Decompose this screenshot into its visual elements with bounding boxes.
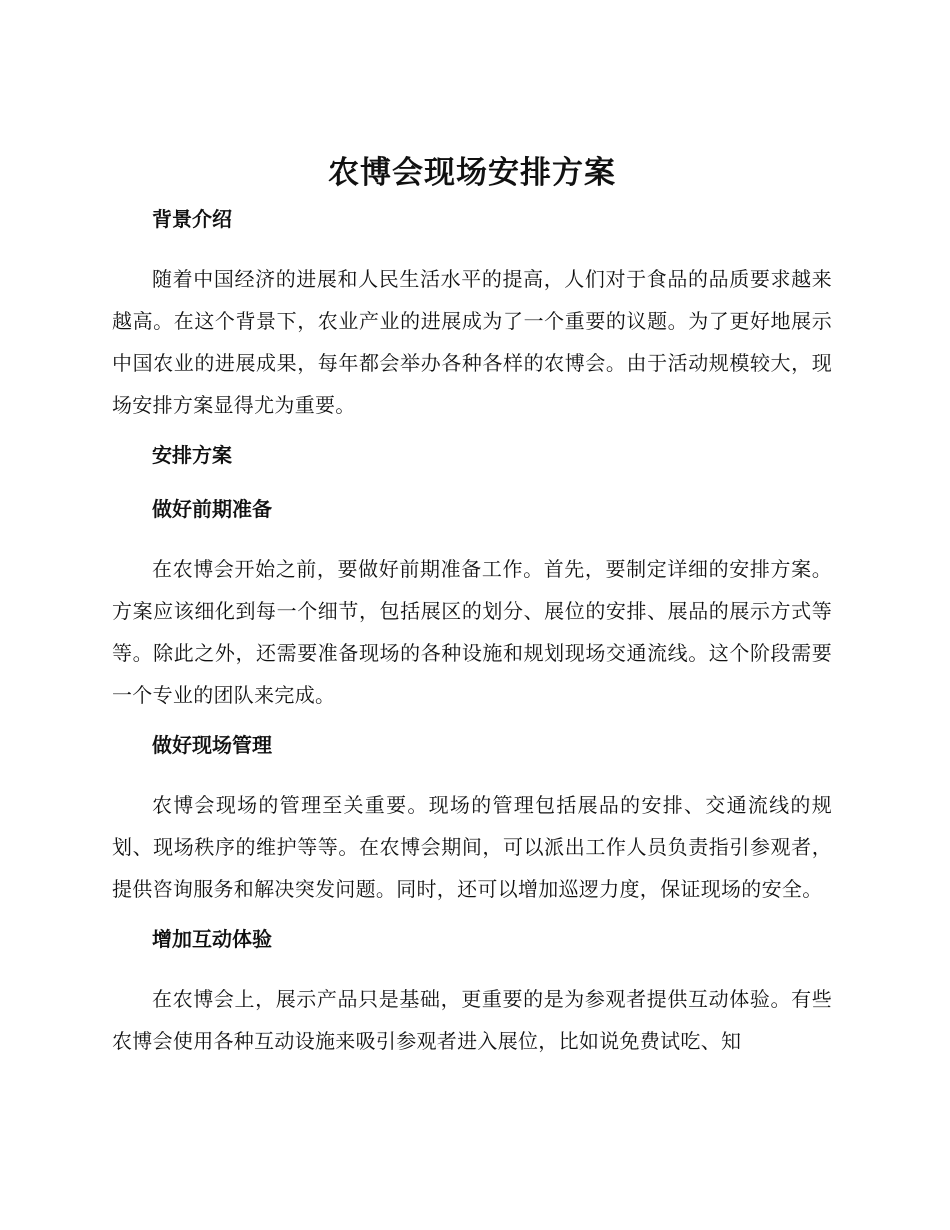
document-body [112,150,832,1076]
section-heading-onsite-management: 做好现场管理 [152,733,272,757]
section-heading-background: 背景介绍 [152,207,232,231]
document-title: 农博会现场安排方案 [328,155,616,191]
paragraph-interaction: 在农博会上，展示产品只是基础，更重要的是为参观者提供互动体验。有些农博会使用各种互动设施来吸引参观者进入展位，比如说免费试吃、知 [112,987,832,1053]
paragraph-onsite-management: 农博会现场的管理至关重要。现场的管理包括展品的安排、交通流线的规划、现场秩序的维护等等。在农博会期间，可以派出工作人员负责指引参观者，提供咨询服务和解决突发问题。同时，还可以增加巡逻力度，保证现场的安全。 [112,793,832,901]
paragraph-preparation: 在农博会开始之前，要做好前期准备工作。首先，要制定详细的安排方案。方案应该细化到每一个细节，包括展区的划分、展位的安排、展品的展示方式等等。除此之外，还需要准备现场的各种设施和规划现场交通流线。这个阶段需要一个专业的团队来完成。 [112,557,832,707]
section-heading-interaction: 增加互动体验 [152,927,272,951]
paragraph-background: 随着中国经济的进展和人民生活水平的提高，人们对于食品的品质要求越来越高。在这个背景下，农业产业的进展成为了一个重要的议题。为了更好地展示中国农业的进展成果，每年都会举办各种各样的农博会。由于活动规模较大，现场安排方案显得尤为重要。 [112,267,832,417]
section-heading-preparation: 做好前期准备 [152,497,272,521]
section-heading-plan: 安排方案 [152,443,232,467]
